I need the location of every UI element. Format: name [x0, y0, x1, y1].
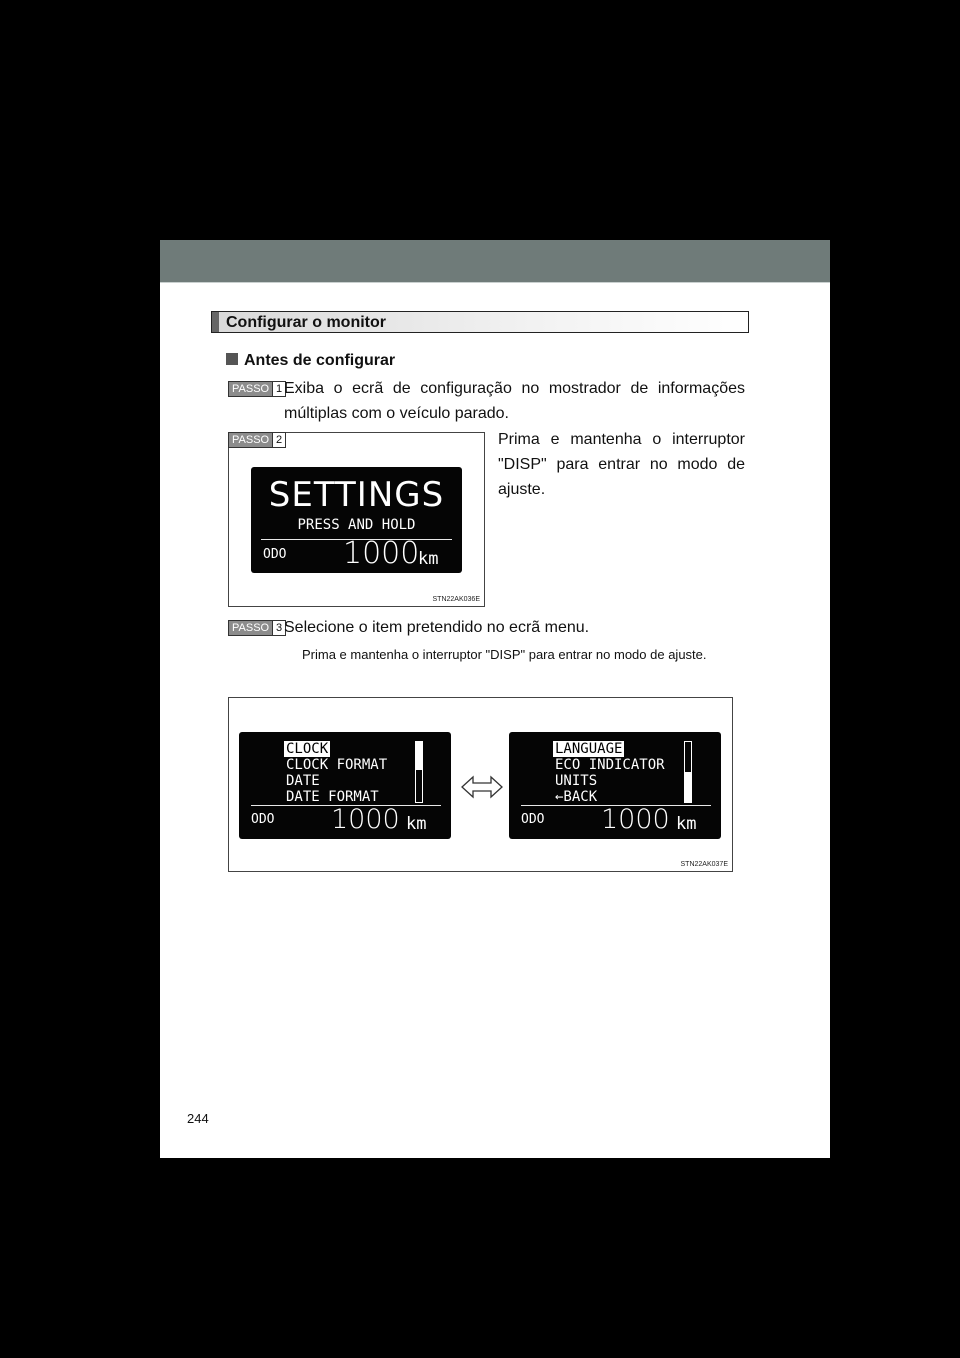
- menu-item: DATE: [286, 773, 320, 789]
- double-arrow-icon: [460, 774, 504, 800]
- lcd-menu-left: [239, 732, 451, 839]
- step-badge-label: PASSO: [229, 621, 272, 635]
- subheading-text: Antes de configurar: [244, 352, 396, 369]
- section-heading-box: [211, 311, 749, 333]
- section-title: Configurar o monitor: [226, 314, 386, 331]
- subheading: [226, 350, 395, 372]
- step-2-badge: [228, 432, 286, 448]
- odo-unit: km: [676, 814, 697, 834]
- settings-title: SETTINGS: [268, 475, 445, 515]
- page-number: 244: [187, 1111, 209, 1126]
- odo-label: ODO: [521, 812, 545, 827]
- step-badge-number: 3: [272, 621, 285, 635]
- menu-item: ←BACK: [555, 789, 598, 805]
- step-badge-label: PASSO: [229, 433, 272, 447]
- scrollbar-thumb: [685, 772, 691, 802]
- scrollbar-thumb: [416, 742, 422, 770]
- menu-item: CLOCK FORMAT: [286, 757, 388, 773]
- odo-unit: km: [418, 549, 439, 569]
- manual-page: [160, 240, 830, 1158]
- step-2-text: Prima e mantenha o interruptor "DISP" para entrar no modo de ajuste.: [498, 431, 745, 498]
- odo-label: ODO: [251, 812, 275, 827]
- step-badge-number: 2: [272, 433, 285, 447]
- step-3-text: Selecione o item pretendido no ecrã menu.: [284, 619, 590, 636]
- menu-item: DATE FORMAT: [286, 789, 379, 805]
- odo-value: 1000: [331, 804, 400, 835]
- settings-subtitle: PRESS AND HOLD: [297, 517, 416, 533]
- odo-unit: km: [406, 814, 427, 834]
- figure-code: STN22AK037E: [680, 861, 728, 868]
- menu-item: ECO INDICATOR: [555, 757, 665, 773]
- menu-item: UNITS: [555, 773, 598, 789]
- odo-label: ODO: [263, 547, 287, 562]
- figure-code: STN22AK036E: [432, 596, 480, 603]
- odo-value: 1000: [601, 804, 670, 835]
- step-3-badge: [228, 620, 286, 636]
- lcd-menu-right: [509, 732, 721, 839]
- odo-value: 1000: [343, 536, 420, 571]
- square-bullet-icon: [226, 353, 238, 365]
- menu-item: LANGUAGE: [555, 741, 623, 757]
- step-badge-label: PASSO: [229, 382, 272, 396]
- header-bar: [160, 240, 830, 283]
- scrollbar: [415, 741, 423, 803]
- figure-menu-screens: [228, 697, 733, 872]
- step-badge-number: 1: [272, 382, 285, 396]
- lcd-display: [251, 467, 462, 573]
- step-3-note: Prima e mantenha o interruptor "DISP" para entrar no modo de ajuste.: [302, 647, 707, 662]
- step-1-text: Exiba o ecrã de configuração no mostrador de informações múltiplas com o veículo parado.: [284, 380, 745, 422]
- figure-settings-screen: [228, 432, 485, 607]
- scrollbar: [684, 741, 692, 803]
- step-1-badge: [228, 381, 286, 397]
- menu-item: CLOCK: [286, 741, 329, 757]
